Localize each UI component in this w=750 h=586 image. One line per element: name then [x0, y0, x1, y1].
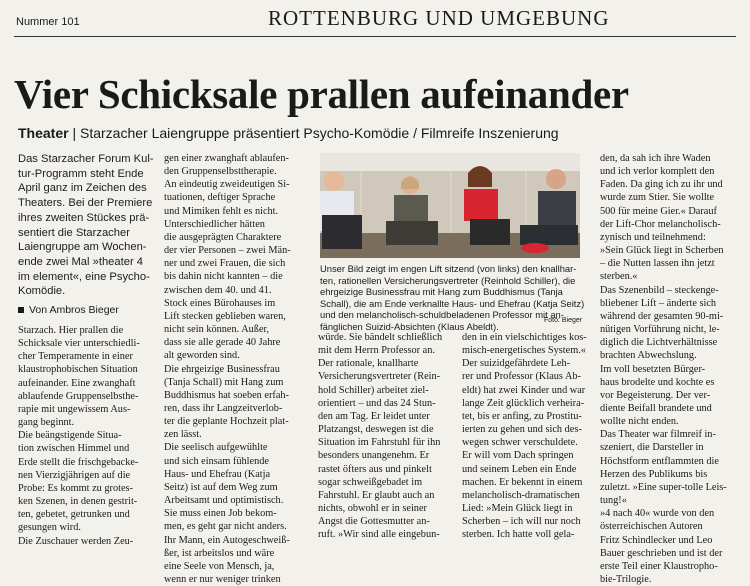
article-line: ren, dass ihr Langzeitverlob- — [164, 402, 283, 414]
article-line: An eindeutig zweideutigen Si- — [164, 179, 290, 191]
article-line: Er will vom Dach springen — [462, 450, 574, 462]
article-line: ken Szenen, in denen gestrit- — [18, 496, 138, 508]
article-line: alt geworden sind. — [164, 350, 240, 362]
article-line: Erde stellt die frischgebacke- — [18, 456, 139, 468]
article-line: sterben. Ich hatte voll gela- — [462, 529, 575, 541]
article-line: Im voll besetzten Bürger- — [600, 363, 706, 375]
article-line: Die seelisch aufgewühlte — [164, 442, 268, 454]
article-line: Schicksale vier unterschiedli- — [18, 338, 140, 350]
article-line: men, es geht gar nicht anders. — [164, 521, 287, 533]
article-line: Das Theater war filmreif in- — [600, 429, 716, 441]
article-line: bis dahin nicht kannten – die — [164, 271, 283, 283]
article-line: Arbeitsamt und optimistisch. — [164, 495, 284, 507]
article-line: und sich einsam fühlende — [164, 455, 269, 467]
article-line: Haus- und Ehefrau (Katja — [164, 468, 271, 480]
article-line: (Tanja Schall) mit Hang zum — [164, 376, 284, 388]
article-line: Lied: »Mein Glück liegt in — [462, 503, 573, 515]
article-line: tung!« — [600, 495, 627, 507]
teaser-line: Laiengruppe am Wochen- — [18, 241, 147, 254]
article-line: Versicherungsvertreter (Rein- — [318, 371, 441, 383]
caption-line: ehrgeizige Businessfrau mit Hang zum Buddhismus (Tanja — [320, 286, 563, 298]
article-line: cher Temperamente in einer — [18, 351, 133, 363]
article-line: nen Vierzigjährigen auf die — [18, 469, 131, 481]
article-line: Probe: Es kommt zu grotes- — [18, 482, 133, 494]
article-line: ierten zu gehen und sich des- — [462, 424, 582, 436]
article-line: der vier Personen – zwei Män- — [164, 245, 291, 257]
article-line: zynisch und teilnehmend: — [600, 231, 706, 243]
article-line: tet, bis er anfing, zu Prostitu- — [462, 410, 582, 422]
article-line: während der gesamten 90-mi- — [600, 310, 724, 322]
article-line: den Gruppenselbsttherapie. — [164, 166, 277, 178]
article-line: hold Schiller) arbeitet ziel- — [318, 384, 429, 396]
article-line: tuationen, deftiger Sprache — [164, 192, 276, 204]
article-line: mit dem Herrn Professor an. — [318, 345, 435, 357]
article-line: wegen schwer verschuldete. — [462, 437, 578, 449]
article-line: besonders unangenehm. Er — [318, 450, 430, 462]
article-line: Stock eines Bürohauses im — [164, 297, 276, 309]
article-line: rer und Professor (Klaus Ab- — [462, 371, 581, 383]
article-line: rapie mit ungewissem Aus- — [18, 403, 131, 415]
article-line: machen. Er bekennt in einem — [462, 476, 583, 488]
article-line: bie-Trilogie. — [600, 574, 652, 585]
article-line: wollte nicht enden. — [600, 416, 679, 428]
article-line: aufeinander. Eine zwanghaft — [18, 377, 136, 389]
article-line: szeniert, die Darsteller in — [600, 442, 704, 454]
article-line: klaustrophobischen Situation — [18, 364, 138, 376]
article-line: Fahrstuhl. Er glaubt auch an — [318, 489, 435, 501]
article-column-3 — [318, 331, 456, 542]
article-line: Der suizidgefährdete Leh- — [462, 358, 571, 370]
article-column-5 — [600, 152, 738, 586]
article-line: nichts, obwohl er in seiner — [318, 503, 427, 515]
teaser-line: sentiert die Starzacher — [18, 226, 130, 239]
article-line: Seitz) ist auf dem Weg zum — [164, 481, 278, 493]
article-line: die ausgeprägten Charaktere — [164, 231, 282, 243]
article-line: und Mimiken fehlt es nicht. — [164, 205, 279, 217]
article-line: dass sie alle gerade 40 Jahre — [164, 337, 281, 349]
article-line: und seinem Leben ein Ende — [462, 463, 577, 475]
section-title: ROTTENBURG UND UMGEBUNG — [268, 6, 610, 30]
article-line: ablaufende Gruppenselbsthe- — [18, 390, 139, 402]
article-line: erste Teil einer Klaustropho- — [600, 560, 718, 572]
byline — [18, 304, 119, 316]
photo-credit: Foto: Bieger — [544, 317, 583, 324]
article-line: ner und zwei Frauen, die sich — [164, 258, 286, 270]
header-rule — [14, 36, 736, 37]
teaser-line: Theaters. Bei der Premiere — [18, 197, 153, 210]
teaser — [18, 152, 156, 299]
article-line: Der rationale, knallharte — [318, 358, 419, 370]
article-line: Die beängstigende Situa- — [18, 430, 122, 442]
article-line: den am Tag. Er leidet unter — [318, 410, 430, 422]
article-line: »4 nach 40« wurde von den — [600, 508, 715, 520]
article-line: brachten Abwechslung. — [600, 350, 697, 362]
article-column-1 — [18, 324, 160, 548]
article-line: »Sein Glück liegt in Scherben — [600, 245, 724, 257]
article-line: Herzen des Publikums bis — [600, 468, 708, 480]
article-line: nicht sein können. Außer, — [164, 324, 270, 336]
caption-line: fänglichen Suizid-Absichten (Klaus Abeldt). — [320, 320, 499, 332]
article-line: Buddhismus hat soeben erfah- — [164, 389, 289, 401]
caption-line: Unser Bild zeigt im engen Lift sitzend (von links) den knallhar- — [320, 263, 577, 274]
subline-kicker: Theater — [18, 125, 69, 141]
article-line: Starzach. Hier prallen die — [18, 325, 124, 336]
article-line: vor Begeisterung. Der ver- — [600, 389, 711, 401]
article-line: den in ein vielschichtiges kos- — [462, 332, 587, 343]
article-line: Faden. Da ging ich zu ihr und — [600, 179, 723, 191]
caption-line: ten, rationellen Versicherungsvertreter (Reinhold Schiller), die — [320, 274, 576, 286]
article-line: Die ehrgeizige Businessfrau — [164, 363, 280, 375]
article-line: Angst die Gottesmutter an- — [318, 516, 430, 528]
article-line: Scherben – ich will nur noch — [462, 516, 581, 528]
article-line: diglich die Lichtverhältnisse — [600, 337, 718, 349]
teaser-line: tur-Programm steht Ende — [18, 167, 144, 180]
teaser-line: Komödie. — [18, 285, 66, 298]
article-line: den, da sah ich ihre Waden — [600, 153, 711, 164]
article-line: lange Zeit glücklich verheira- — [462, 397, 585, 409]
article-line: zen lässt. — [164, 429, 202, 441]
article-line: ten, gebetet, getrunken und — [18, 509, 130, 521]
article-line: sogar schweißgebadet im — [318, 476, 423, 488]
issue-number: Nummer 101 — [16, 16, 80, 28]
article-line: ruft. »Wir sind alle eingebun- — [318, 529, 440, 541]
article-line: und ich verlor komplett den — [600, 166, 715, 178]
article-line: tion zwischen Himmel und — [18, 443, 130, 455]
article-line: österreichischen Autoren — [600, 521, 703, 533]
article-line: der Lift-Chor melancholisch- — [600, 218, 721, 230]
article-column-4 — [462, 331, 594, 542]
article-line: Unterschiedlicher hätten — [164, 218, 265, 230]
article-column-2 — [164, 152, 312, 586]
article-line: orientiert – und das 24 Stun- — [318, 397, 436, 409]
teaser-line: ende zwei Mal »theater 4 — [18, 255, 144, 268]
theater-photo — [320, 153, 580, 258]
subline-text: | Starzacher Laiengruppe präsentiert Psycho-Komödie / Filmreife Inszenierung — [68, 125, 559, 141]
article-line: gesungen wird. — [18, 522, 81, 534]
article-line: zwischen dem 40. und 41. — [164, 284, 272, 296]
article-line: diente Beifall brandete und — [600, 402, 712, 414]
article-line: 500 für meine Gier.« Darauf — [600, 205, 717, 217]
teaser-line: Das Starzacher Forum Kul- — [18, 153, 154, 165]
article-line: gen einer zwanghaft ablaufen- — [164, 153, 289, 164]
article-line: rastet öfters aus und pinkelt — [318, 463, 432, 475]
article-line: wurde zum Stier. Sie wollte — [600, 192, 715, 204]
article-line: ßer, ist arbeitslos und wäre — [164, 547, 275, 559]
article-line: wenn er nur weniger trinken — [164, 574, 281, 585]
article-line: sterben.« — [600, 271, 638, 283]
article-line: Ihr Mann, ein Autogeschweiß- — [164, 534, 290, 546]
article-line: Platzangst, deswegen ist die — [318, 424, 434, 436]
article-line: würde. Sie bändelt schließlich — [318, 332, 443, 343]
article-line: ter die geplante Hochzeit plat- — [164, 416, 289, 428]
article-line: Situation im Fahrstuhl für ihn — [318, 437, 441, 449]
article-line: Bauer geschrieben und ist der — [600, 547, 723, 559]
teaser-line: ihres zweiten Stückes prä- — [18, 211, 150, 224]
article-line: Lift stecken geblieben waren, — [164, 310, 286, 322]
article-line: gang beginnt. — [18, 417, 75, 429]
article-line: nütigen Vorführung nicht, le- — [600, 324, 720, 336]
teaser-line: April ganz im Zeichen des — [18, 182, 147, 195]
article-line: – die Nutten lassen ihn jetzt — [600, 258, 715, 270]
article-line: melancholisch-dramatischen — [462, 489, 580, 501]
article-line: misch-energetisches System.« — [462, 345, 586, 357]
article-line: Höchstform entflammten die — [600, 455, 719, 467]
article-line: eldt) hat zwei Kinder und war — [462, 384, 586, 396]
article-line: bliebener Lift – änderte sich — [600, 297, 717, 309]
article-line: Die Zuschauer werden Zeu- — [18, 535, 134, 547]
subline — [18, 125, 559, 141]
article-line: zuletzt. »Eine super-tolle Leis- — [600, 481, 727, 493]
teaser-line: im element«, eine Psycho- — [18, 270, 150, 283]
article-line: Sie muss einen Job bekom- — [164, 508, 277, 520]
headline: Vier Schicksale prallen aufeinander — [14, 71, 629, 117]
article-line: Fritz Schindlecker und Leo — [600, 534, 713, 546]
byline-text: Von Ambros Bieger — [29, 304, 119, 316]
caption-line: Schall), die am Ende verknallte Haus- und Ehefrau (Katja Seitz) — [320, 297, 585, 309]
article-line: Das Szenenbild – steckenge- — [600, 284, 719, 296]
caption-line: und den melancholisch-schuldbeladenen Professor mit an- — [320, 309, 564, 321]
article-line: eine Seele von Mensch, ja, — [164, 560, 275, 572]
article-line: haus brodelte und kochte es — [600, 376, 715, 388]
byline-square-icon — [18, 307, 24, 313]
